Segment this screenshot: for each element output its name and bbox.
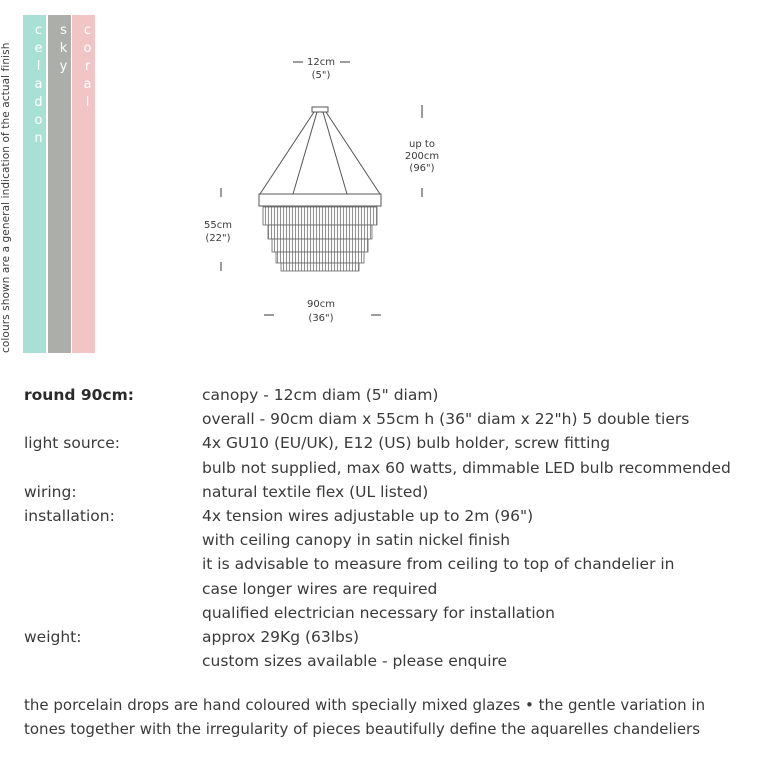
drop-dim-label: up to <box>409 139 435 150</box>
width-dim-cm: 90cm <box>307 299 335 310</box>
spec-value: custom sizes available - please enquire <box>202 652 508 671</box>
swatch-celadon <box>23 15 46 353</box>
spec-row-weight <box>24 625 754 673</box>
spec-value: canopy - 12cm diam (5" diam) <box>202 386 439 404</box>
spec-value: natural textile flex (UL listed) <box>202 482 429 501</box>
spec-value: qualified electrician necessary for installation <box>202 603 555 622</box>
spec-value: case longer wires are required <box>202 579 438 598</box>
spec-table <box>24 383 754 673</box>
spec-value: 4x GU10 (EU/UK), E12 (US) bulb holder, screw fitting <box>202 434 611 453</box>
spec-row-wiring <box>24 480 754 504</box>
drop-dim-cm: 200cm <box>404 151 440 162</box>
chandelier-diagram <box>150 40 470 340</box>
spec-label: installation: <box>24 507 115 526</box>
height-dim-cm: 55cm <box>204 220 232 231</box>
spec-value: it is advisable to measure from ceiling to top of chandelier in <box>202 555 675 574</box>
drop-dim-in: (96") <box>409 163 435 174</box>
suspension-wires <box>260 112 380 194</box>
swatch-label: celadon <box>31 23 46 149</box>
spec-value: 4x tension wires adjustable up to 2m (96") <box>202 507 534 526</box>
description-line: tones together with the irregularity of pieces beautifully define the aquarelles chandeliers <box>24 720 701 738</box>
canopy-dim-cm: 12cm <box>307 57 335 68</box>
colour-disclaimer: colours shown are a general indication of the actual finish <box>0 42 12 353</box>
spec-label: light source: <box>24 434 120 453</box>
spec-row-light-source <box>24 431 754 479</box>
product-description <box>24 693 754 741</box>
spec-value: approx 29Kg (63lbs) <box>202 628 360 647</box>
spec-value: with ceiling canopy in satin nickel finish <box>202 531 511 550</box>
spec-label: weight: <box>24 628 82 647</box>
swatch-label: coral <box>80 23 95 113</box>
spec-value: overall - 90cm diam x 55cm h (36" diam x 22"h) 5 double tiers <box>202 410 690 429</box>
spec-label: round 90cm: <box>24 386 134 404</box>
spec-row-installation <box>24 504 754 625</box>
description-line: the porcelain drops are hand coloured with specially mixed glazes • the gentle variation in <box>24 696 706 714</box>
canopy <box>312 107 328 112</box>
height-dim-in: (22") <box>205 233 231 244</box>
canopy-dim-in: (5") <box>311 70 331 81</box>
swatch-coral <box>72 15 95 353</box>
swatch-sky <box>48 15 71 353</box>
porcelain-tiers <box>263 207 377 271</box>
width-dim-in: (36") <box>308 313 334 324</box>
top-ring <box>259 194 381 206</box>
swatch-label: sky <box>56 23 71 77</box>
spec-label: wiring: <box>24 482 77 501</box>
spec-row-size <box>24 383 754 431</box>
spec-value: bulb not supplied, max 60 watts, dimmable LED bulb recommended <box>202 458 731 477</box>
